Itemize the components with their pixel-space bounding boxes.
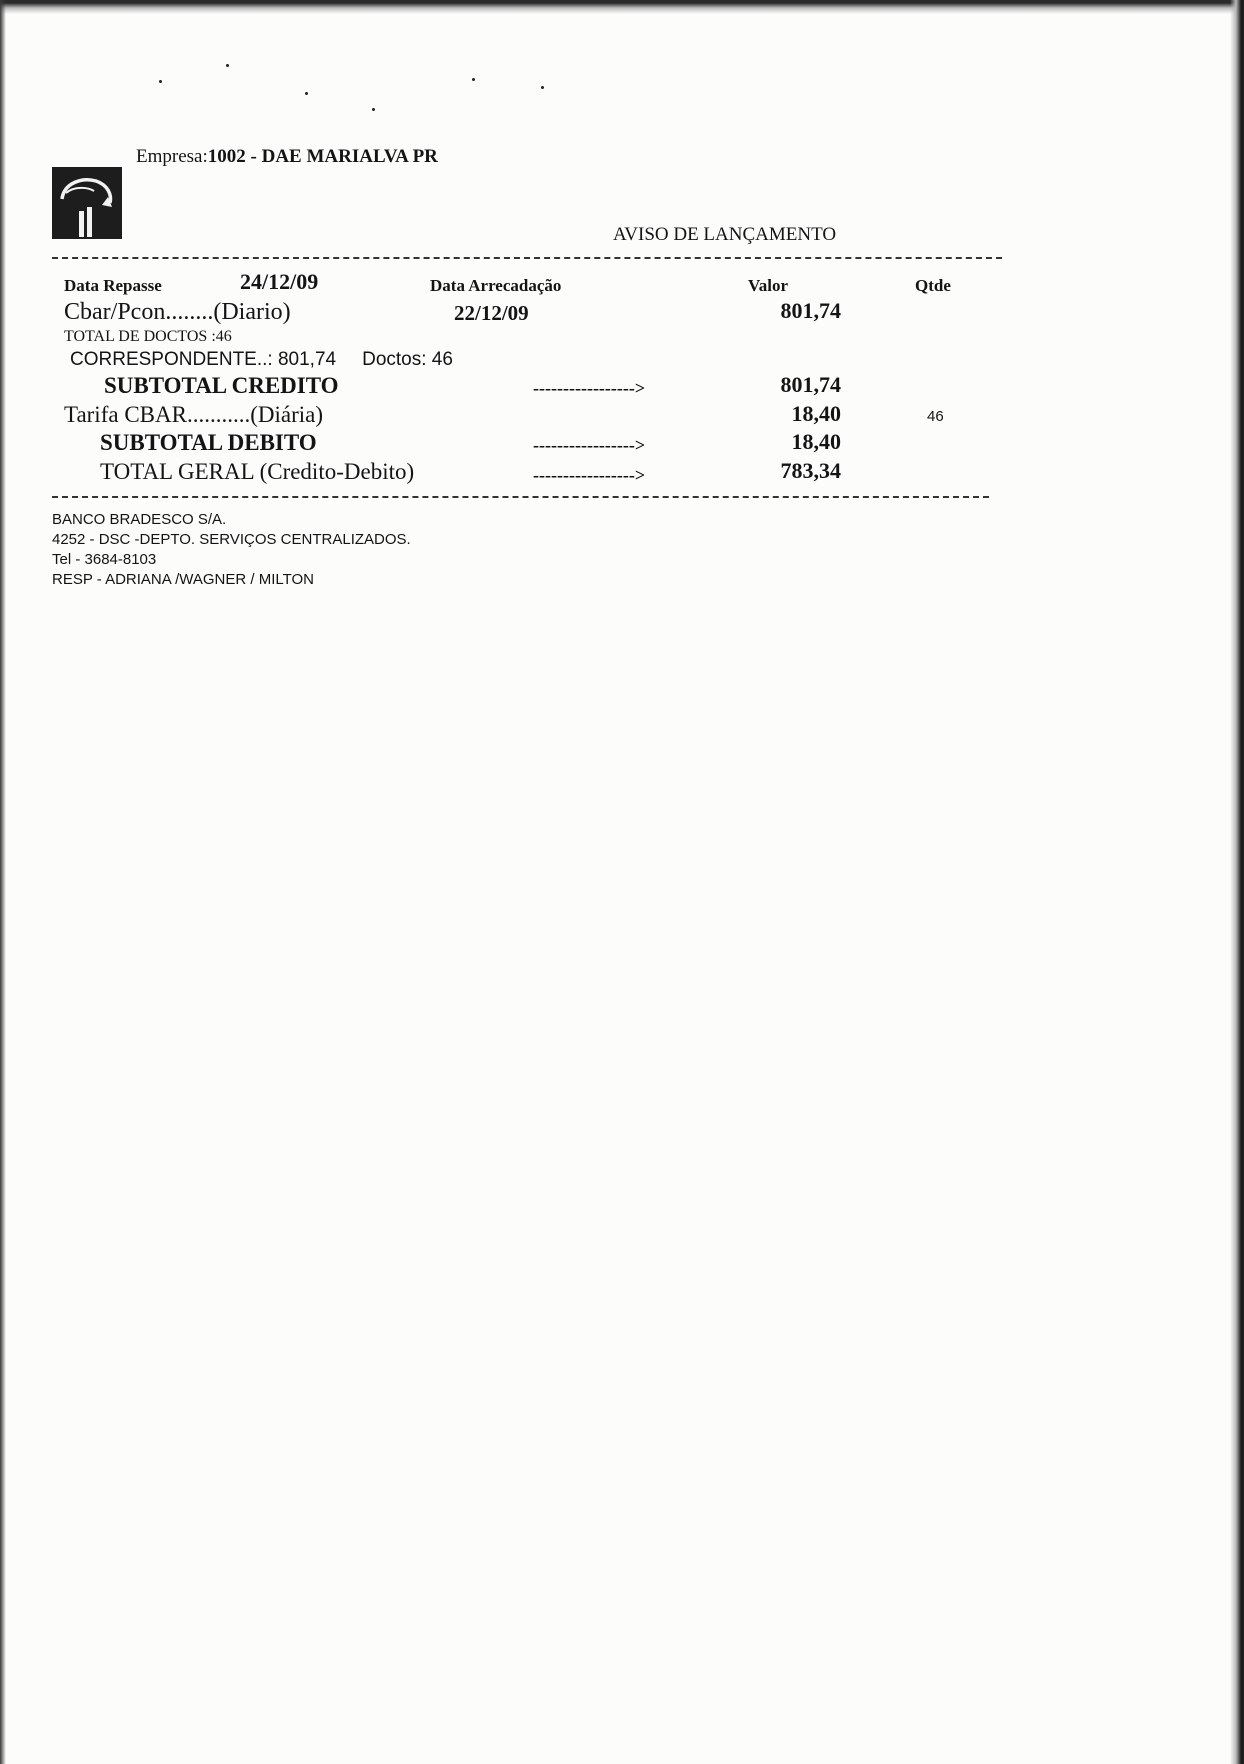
col-data-repasse: Data Repasse	[64, 276, 162, 295]
footer-bank: BANCO BRADESCO S/A.	[52, 511, 227, 528]
tarifa-value: 18,40	[791, 401, 841, 426]
scan-edge-left	[0, 0, 6, 1764]
footer-phone: Tel - 3684-8103	[52, 551, 157, 568]
total-geral-label: TOTAL GERAL (Credito-Debito)	[100, 459, 415, 484]
subtotal-debito-value: 18,40	[791, 429, 841, 454]
document-title: AVISO DE LANÇAMENTO	[613, 224, 837, 245]
col-data-arrecadacao: Data Arrecadação	[430, 276, 562, 295]
data-arrecadacao-value: 22/12/09	[454, 301, 529, 325]
record-name: Cbar/Pcon........(Diario)	[64, 299, 291, 325]
footer-department: 4252 - DSC -DEPTO. SERVIÇOS CENTRALIZADOS.	[52, 531, 411, 548]
total-doctos: TOTAL DE DOCTOS :46	[64, 328, 232, 345]
scan-speck	[472, 78, 475, 81]
scan-speck	[372, 108, 375, 111]
company-label: Empresa:	[136, 146, 208, 167]
data-repasse-value: 24/12/09	[240, 269, 319, 294]
tarifa-label: Tarifa CBAR...........(Diária)	[64, 402, 323, 427]
tarifa-qtde: 46	[927, 408, 944, 425]
subtotal-credito-label: SUBTOTAL CREDITO	[104, 373, 339, 398]
company-line	[136, 147, 438, 166]
col-qtde: Qtde	[915, 276, 951, 295]
correspondente-value: CORRESPONDENTE..: 801,74	[70, 349, 337, 370]
scan-edge-top	[0, 0, 1244, 14]
subtotal-debito-arrow: ----------------->	[533, 435, 646, 455]
footer-responsible: RESP - ADRIANA /WAGNER / MILTON	[52, 571, 314, 588]
scan-speck	[305, 92, 308, 95]
scan-speck	[226, 64, 229, 67]
doctos-value: Doctos: 46	[362, 349, 453, 370]
record-valor: 801,74	[780, 298, 841, 323]
top-divider	[52, 257, 1002, 259]
correspondente-line	[70, 350, 453, 369]
bradesco-logo-icon	[52, 167, 122, 239]
col-valor: Valor	[748, 276, 788, 295]
subtotal-credito-value: 801,74	[780, 372, 841, 397]
subtotal-debito-label: SUBTOTAL DEBITO	[100, 430, 317, 455]
total-geral-arrow: ----------------->	[533, 465, 646, 485]
scan-edge-right	[1230, 0, 1244, 1764]
subtotal-credito-arrow: ----------------->	[533, 378, 646, 398]
company-value: 1002 - DAE MARIALVA PR	[207, 146, 438, 167]
scan-speck	[159, 80, 162, 83]
total-geral-value: 783,34	[780, 458, 841, 483]
scan-speck	[541, 86, 544, 89]
bottom-divider	[52, 496, 989, 498]
